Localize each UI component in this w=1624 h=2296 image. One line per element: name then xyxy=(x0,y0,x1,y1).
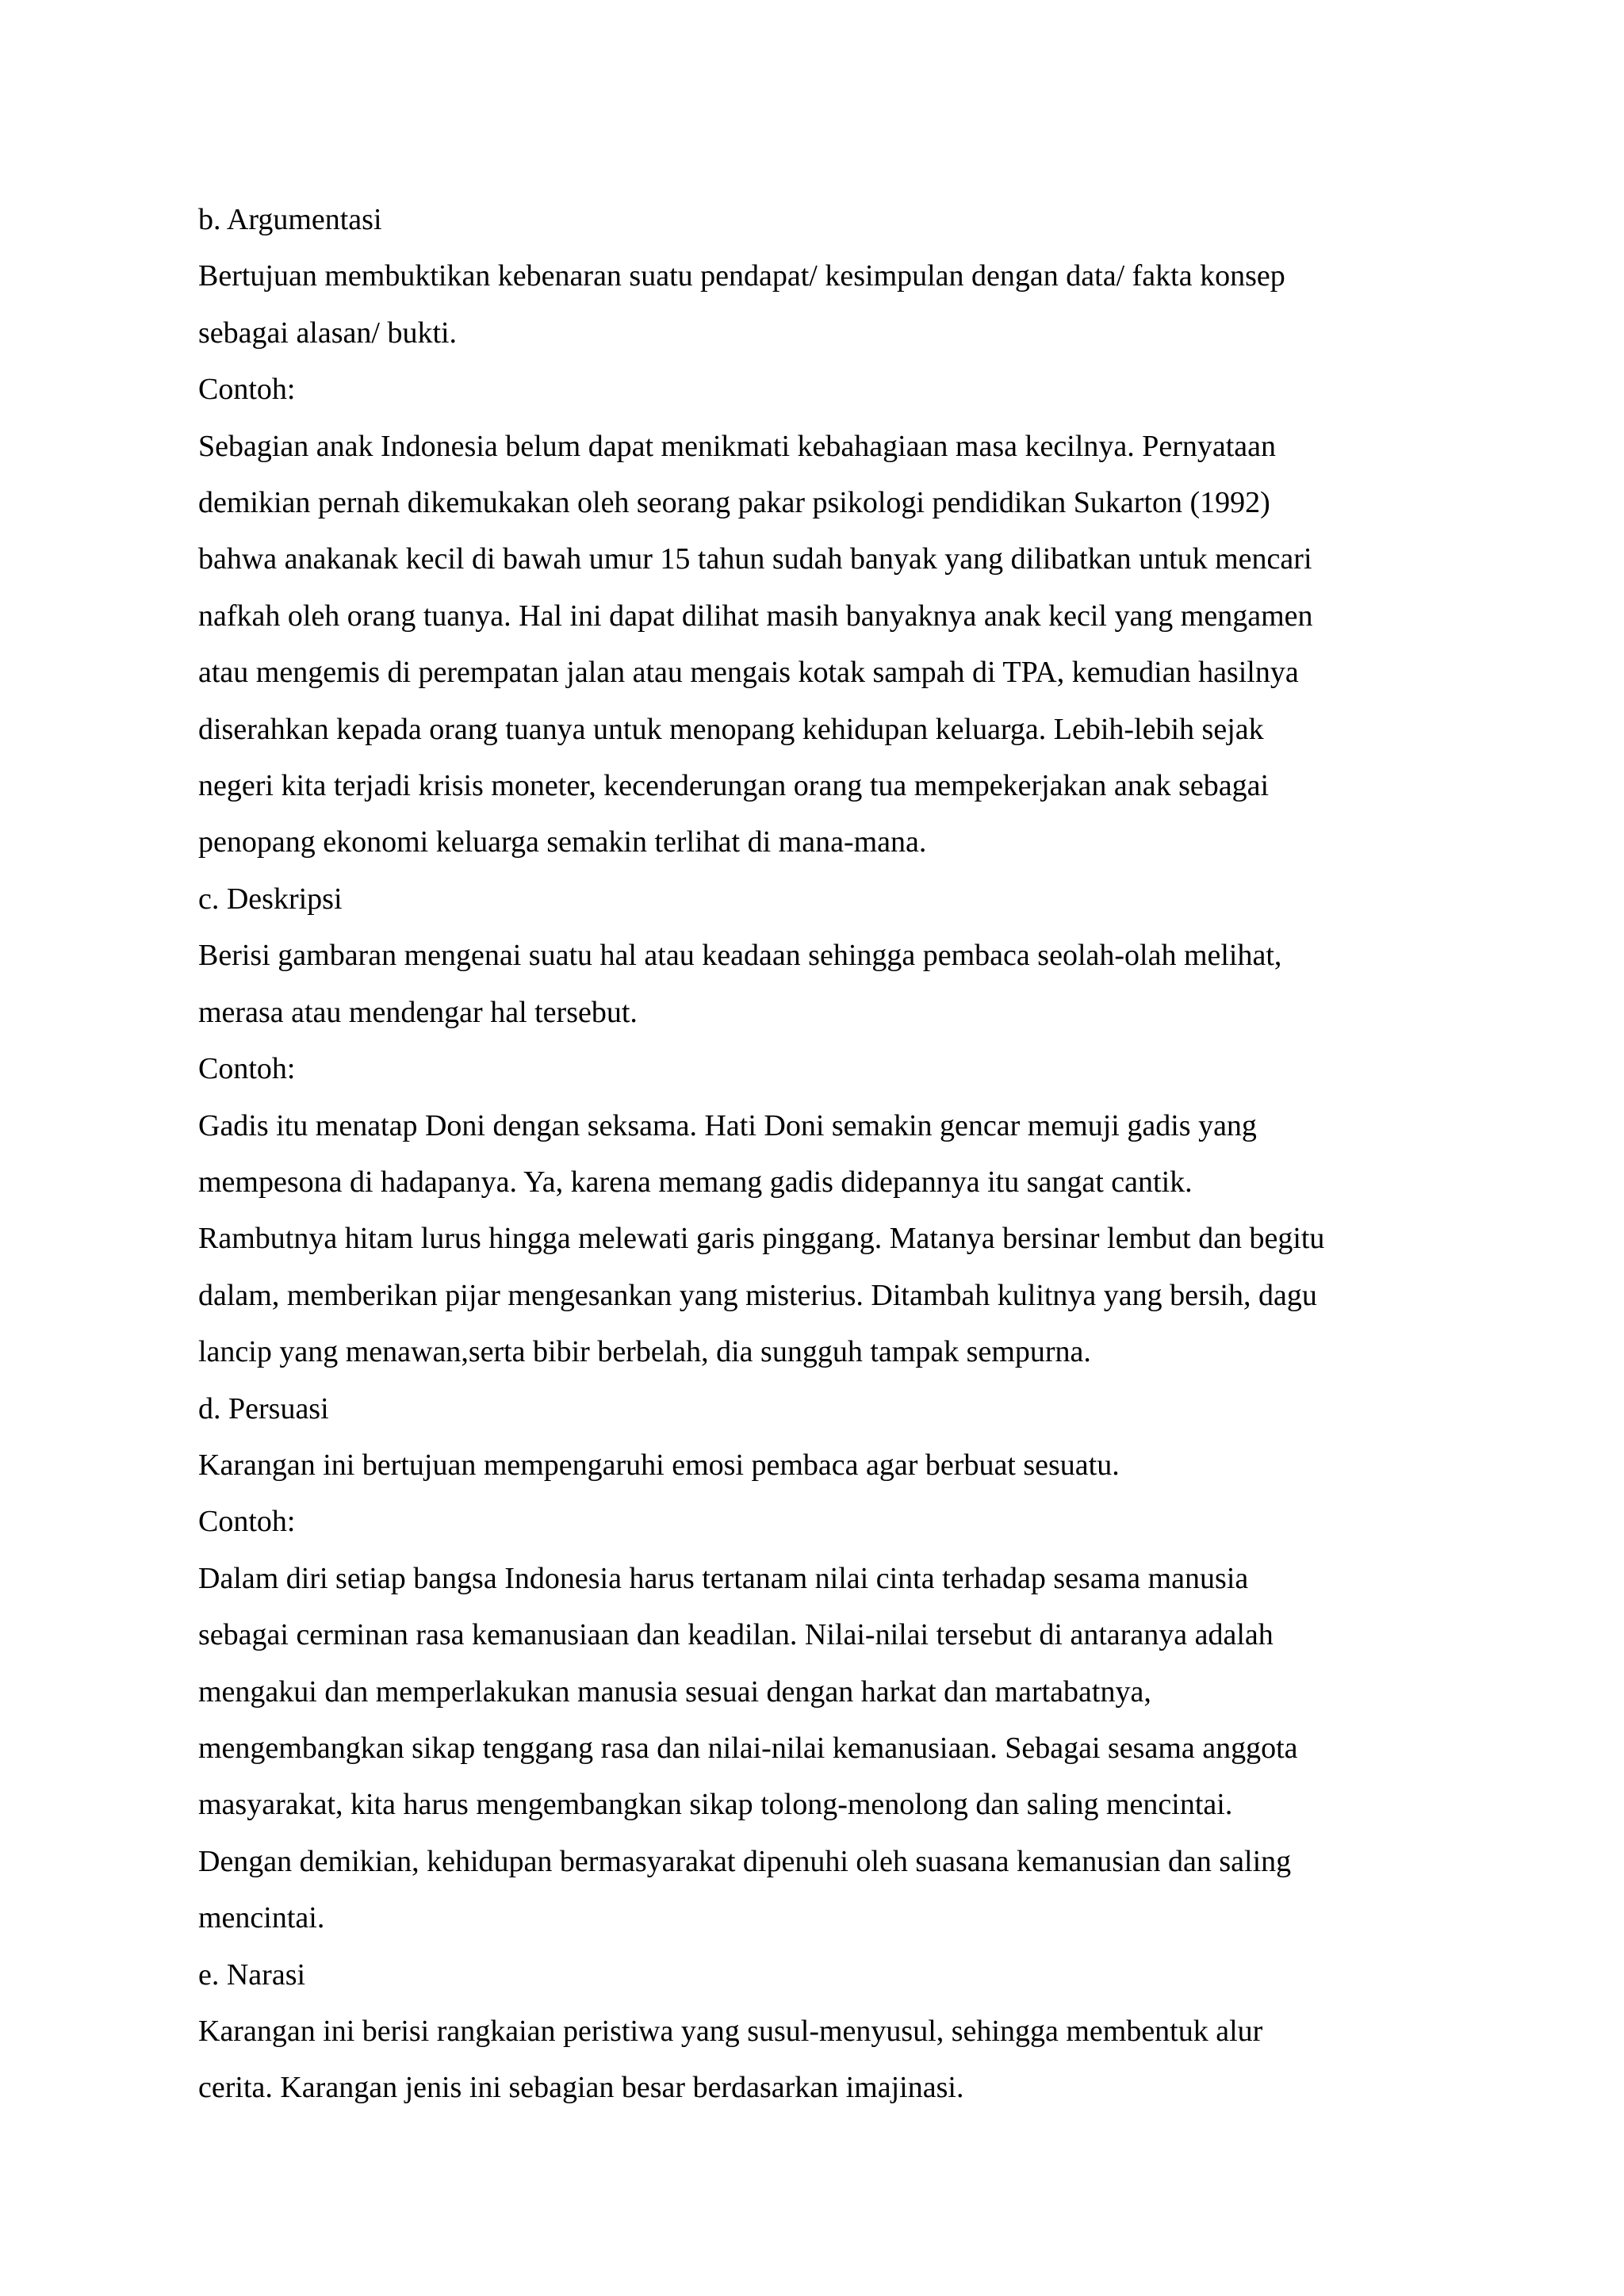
argumentasi-example-line-7: negeri kita terjadi krisis moneter, kecenderungan orang tua mempekerjakan anak sebagai xyxy=(198,769,1270,803)
argumentasi-definition-line-2: sebagai alasan/ bukti. xyxy=(198,316,458,350)
deskripsi-example-line-5: lancip yang menawan,serta bibir berbelah, dia sungguh tampak sempurna. xyxy=(198,1335,1091,1369)
example-label-argumentasi: Contoh: xyxy=(198,373,296,407)
heading-argumentasi: b. Argumentasi xyxy=(198,203,382,236)
persuasi-example-line-6: Dengan demikian, kehidupan bermasyarakat dipenuhi oleh suasana kemanusian dan saling xyxy=(198,1844,1292,1878)
argumentasi-example-line-6: diserahkan kepada orang tuanya untuk menopang kehidupan keluarga. Lebih-lebih sejak xyxy=(198,712,1264,746)
heading-deskripsi: c. Deskripsi xyxy=(198,882,343,916)
persuasi-example-line-7: mencintai. xyxy=(198,1901,325,1935)
document-body xyxy=(198,192,1435,2117)
persuasi-definition-line-1: Karangan ini bertujuan mempengaruhi emosi pembaca agar berbuat sesuatu. xyxy=(198,1448,1120,1482)
heading-narasi: e. Narasi xyxy=(198,1957,306,1992)
deskripsi-example-line-3: Rambutnya hitam lurus hingga melewati garis pinggang. Matanya bersinar lembut dan begitu xyxy=(198,1222,1325,1256)
deskripsi-example-line-2: mempesona di hadapanya. Ya, karena memang gadis didepannya itu sangat cantik. xyxy=(198,1165,1193,1199)
deskripsi-definition-line-1: Berisi gambaran mengenai suatu hal atau keadaan sehingga pembaca seolah-olah melihat, xyxy=(198,939,1282,973)
argumentasi-example-line-3: bahwa anakanak kecil di bawah umur 15 tahun sudah banyak yang dilibatkan untuk mencari xyxy=(198,542,1312,576)
persuasi-example-line-5: masyarakat, kita harus mengembangkan sikap tolong-menolong dan saling mencintai. xyxy=(198,1788,1233,1822)
argumentasi-definition-line-1: Bertujuan membuktikan kebenaran suatu pendapat/ kesimpulan dengan data/ fakta konsep xyxy=(198,259,1285,293)
persuasi-example-line-3: mengakui dan memperlakukan manusia sesuai dengan harkat dan martabatnya, xyxy=(198,1674,1151,1709)
argumentasi-example-line-1: Sebagian anak Indonesia belum dapat menikmati kebahagiaan masa kecilnya. Pernyataan xyxy=(198,429,1277,463)
argumentasi-example-line-8: penopang ekonomi keluarga semakin terlihat di mana-mana. xyxy=(198,825,927,859)
persuasi-example-line-4: mengembangkan sikap tenggang rasa dan nilai-nilai kemanusiaan. Sebagai sesama anggota xyxy=(198,1731,1298,1765)
narasi-definition-line-2: cerita. Karangan jenis ini sebagian besar berdasarkan imajinasi. xyxy=(198,2071,964,2105)
persuasi-example-line-2: sebagai cerminan rasa kemanusiaan dan keadilan. Nilai-nilai tersebut di antaranya adalah xyxy=(198,1618,1274,1652)
narasi-definition-line-1: Karangan ini berisi rangkaian peristiwa yang susul-menyusul, sehingga membentuk alur xyxy=(198,2015,1263,2048)
argumentasi-example-line-5: atau mengemis di perempatan jalan atau mengais kotak sampah di TPA, kemudian hasilnya xyxy=(198,656,1299,690)
deskripsi-example-line-4: dalam, memberikan pijar mengesankan yang misterius. Ditambah kulitnya yang bersih, dagu xyxy=(198,1278,1317,1312)
deskripsi-definition-line-2: merasa atau mendengar hal tersebut. xyxy=(198,995,638,1029)
example-label-deskripsi: Contoh: xyxy=(198,1052,296,1086)
persuasi-example-line-1: Dalam diri setiap bangsa Indonesia harus tertanam nilai cinta terhadap sesama manusia xyxy=(198,1561,1249,1595)
example-label-persuasi: Contoh: xyxy=(198,1505,296,1539)
deskripsi-example-line-1: Gadis itu menatap Doni dengan seksama. Hati Doni semakin gencar memuji gadis yang xyxy=(198,1108,1257,1142)
argumentasi-example-line-4: nafkah oleh orang tuanya. Hal ini dapat dilihat masih banyaknya anak kecil yang mengamen xyxy=(198,599,1313,633)
heading-persuasi: d. Persuasi xyxy=(198,1391,329,1425)
argumentasi-example-line-2: demikian pernah dikemukakan oleh seorang pakar psikologi pendidikan Sukarton (1992) xyxy=(198,486,1270,520)
